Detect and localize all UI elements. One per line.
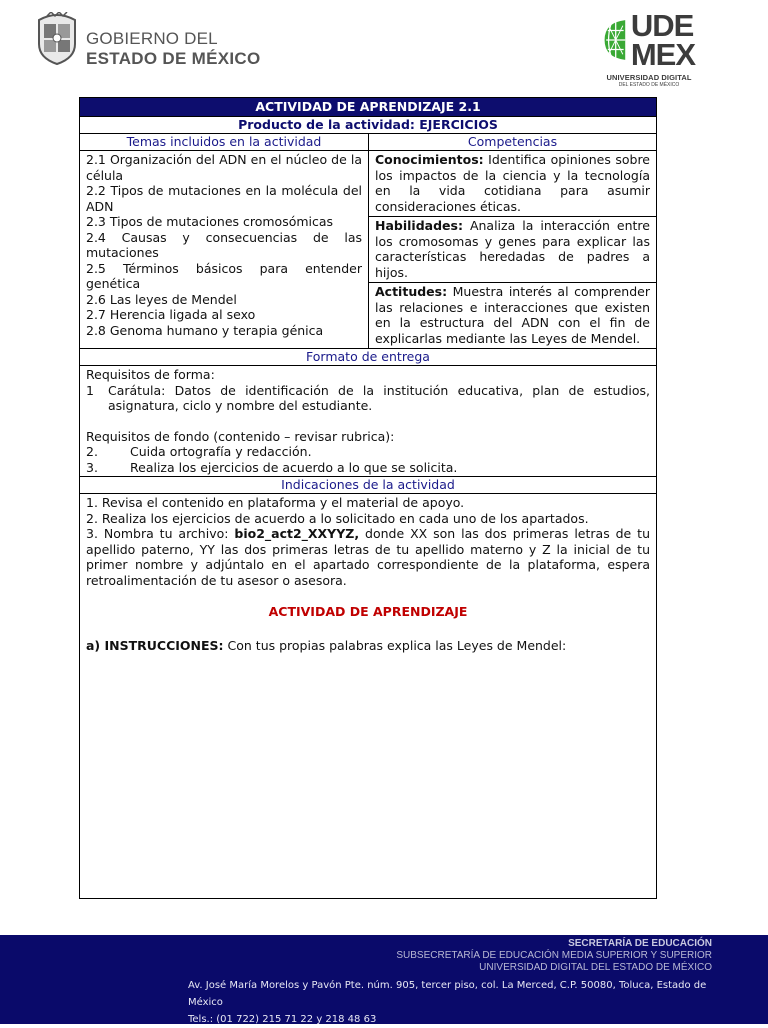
temas-list: [80, 151, 369, 349]
footer-address-block: [188, 977, 718, 1028]
udemex-globe-icon: [603, 14, 627, 66]
file-name-format: bio2_act2_XXYYZ,: [234, 526, 360, 541]
indicaciones-content: [80, 494, 657, 899]
tema-item: 2.7 Herencia ligada al sexo: [86, 307, 256, 322]
page-header: [0, 0, 768, 92]
indicaciones-header-row: [80, 477, 657, 494]
activity-document: [79, 97, 656, 899]
udemex-word-1: UDE: [630, 8, 694, 43]
formato-header: Formato de entrega: [80, 349, 657, 366]
formato-header-row: [80, 349, 657, 366]
udemex-subtitle-1: UNIVERSIDAD DIGITAL: [606, 72, 692, 82]
habilidades-text: Analiza la interacción entre los cromosomas y genes para explicar las características heredadas de padres a hijos.: [375, 218, 650, 280]
footer-line2: SUBSECRETARÍA DE EDUCACIÓN MEDIA SUPERIOR Y SUPERIOR: [396, 950, 712, 961]
gob-line1: GOBIERNO DEL: [86, 29, 218, 48]
competencias-header: Competencias: [369, 134, 657, 151]
instrucciones-label: a) INSTRUCCIONES:: [86, 637, 224, 653]
footer-phone: Tels.: (01 722) 215 71 22 y 218 48 63: [188, 1014, 377, 1025]
instrucciones: [86, 638, 650, 654]
formato-row: [80, 366, 657, 477]
fondo-item-num: 3.: [86, 459, 98, 475]
page-footer: [0, 935, 768, 1024]
tema-item: 2.3 Tipos de mutaciones cromosómicas: [86, 214, 334, 229]
indicacion-2: 2. Realiza los ejercicios de acuerdo a lo solicitado en cada uno de los apartados.: [86, 510, 589, 526]
estado-de-mexico-coat-of-arms-icon: [35, 12, 79, 66]
footer-line1: SECRETARÍA DE EDUCACIÓN: [568, 938, 712, 949]
actitudes-label: Actitudes:: [375, 284, 448, 299]
udemex-logo: [603, 8, 695, 88]
tema-item: 2.8 Genoma humano y terapia génica: [86, 322, 324, 338]
indicacion-3: [86, 526, 650, 588]
indicacion-3-pre: 3. Nombra tu archivo:: [86, 526, 235, 541]
forma-item-num: 1: [86, 382, 94, 398]
title-row: [80, 98, 657, 117]
temas-header: Temas incluidos en la actividad: [80, 134, 369, 151]
gob-line2: ESTADO DE MÉXICO: [86, 49, 261, 68]
actividad-title: ACTIVIDAD DE APRENDIZAJE: [268, 604, 468, 619]
tema-item: 2.2 Tipos de mutaciones en la molécula del ADN: [86, 183, 362, 214]
tema-item: 2.4 Causas y consecuencias de las mutaciones: [86, 229, 362, 260]
habilidades-label: Habilidades:: [375, 218, 463, 233]
actitudes-text: Muestra interés al comprender las relaciones e interacciones que existen en la estructura del ADN con el fin de explicarlas mediante las Leyes de Mendel.: [375, 284, 650, 346]
tema-item: 2.6 Las leyes de Mendel: [86, 291, 237, 307]
forma-item-text: Carátula: Datos de identificación de la institución educativa, plan de estudios, asignatura, ciclo y nombre del estudiante.: [108, 382, 650, 413]
footer-address: Av. José María Morelos y Pavón Pte. núm. 905, tercer piso, col. La Merced, C.P. 50080, Toluca, Estado de México: [188, 980, 707, 1008]
footer-line3: UNIVERSIDAD DIGITAL DEL ESTADO DE MÉXICO: [479, 962, 712, 973]
temas-competencias-row: [80, 151, 657, 349]
udemex-word-2: MEX: [630, 37, 695, 73]
forma-label: Requisitos de forma:: [86, 367, 215, 382]
fondo-item-num: 2.: [86, 444, 98, 459]
fondo-item-text: Realiza los ejercicios de acuerdo a lo que se solicita.: [130, 459, 458, 475]
indicaciones-row: [80, 494, 657, 899]
activity-table: [79, 97, 657, 899]
activity-product: Producto de la actividad: EJERCICIOS: [80, 117, 657, 134]
fondo-item: [86, 444, 650, 460]
activity-title: ACTIVIDAD DE APRENDIZAJE 2.1: [80, 98, 657, 117]
section-headers-row: [80, 134, 657, 151]
udemex-subtitle-2: DEL ESTADO DE MÉXICO: [618, 81, 680, 88]
competencia-actitudes: [369, 282, 656, 348]
fondo-label: Requisitos de fondo (contenido – revisar rubrica):: [86, 428, 395, 444]
competencia-habilidades: [369, 216, 656, 282]
indicaciones-header: Indicaciones de la actividad: [80, 477, 657, 494]
instrucciones-text: Con tus propias palabras explica las Leyes de Mendel:: [223, 637, 567, 653]
product-row: [80, 117, 657, 134]
forma-item: [86, 383, 650, 414]
tema-item: 2.5 Términos básicos para entender genética: [86, 260, 362, 291]
competencia-conocimientos: [369, 151, 656, 216]
formato-content: [80, 366, 657, 477]
conocimientos-label: Conocimientos:: [375, 152, 484, 167]
gobierno-wordmark: [86, 30, 261, 67]
fondo-item: [86, 460, 650, 476]
indicacion-3-post: donde XX son las dos primeras letras de tu apellido paterno, YY las dos primeras letras de tu apellido materno y Z la inicial de tu primer nombre y adjúntalo en el apartado correspondiente de la plataforma, espera retroalimentación de tu asesor o asesora.: [86, 526, 650, 588]
indicacion-1: 1. Revisa el contenido en plataforma y el material de apoyo.: [86, 495, 465, 510]
spacer: [86, 414, 650, 429]
competencias-cell: [369, 151, 657, 349]
footer-institution: [396, 938, 712, 974]
tema-item: 2.1 Organización del ADN en el núcleo de la célula: [86, 152, 362, 183]
fondo-item-text: Cuida ortografía y redacción.: [130, 444, 312, 459]
conocimientos-text: Identifica opiniones sobre los impactos de la ciencia y la tecnología en la vida cotidiana para asumir consideraciones éticas.: [375, 152, 650, 214]
